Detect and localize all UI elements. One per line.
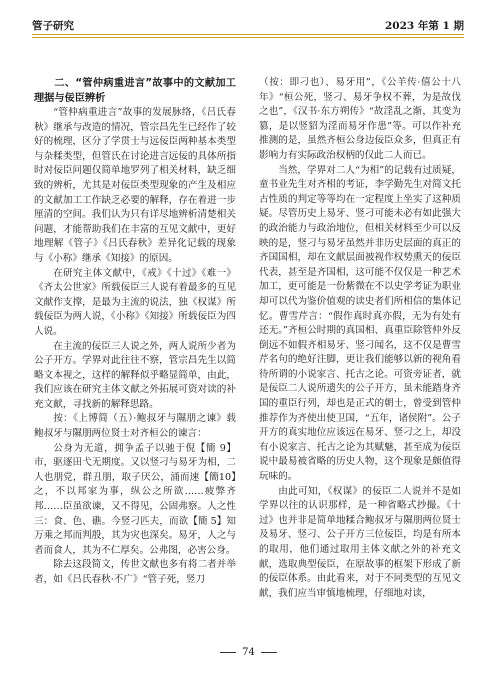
paragraph: （按：即刁也）、易牙用”，《公羊传·僖公十八年》“桓公死，竖刁、易牙争权不葬，为是故伐之也”，《汉书·东方朔传》“故淫乱之渐，其变为篡，是以竖貂为淫而易牙作患”等。可以作补充推测的是，虽然齐桓公身边佞臣众多，但真正有影响力有实际政治权柄的仅此二人而已。	[259, 77, 461, 161]
paragraph: 在主流的佞臣三人说之外，两人说所少者为公子开方。学界对此往往不察，管宗昌先生以简略文本视之，这样的解释似乎略显简单，由此，我们应该在研究主体文献之外拓展可资对读的补充文献，寻找新的解释思路。	[34, 340, 236, 410]
running-header	[32, 16, 464, 36]
issue-label: 2023 年第 1 期	[385, 20, 464, 32]
left-column	[34, 76, 236, 588]
footer-dash-left	[220, 652, 236, 653]
header-rule	[32, 34, 464, 35]
note-paragraph: 按：《上博简（五）·鲍叔牙与隰朋之谏》载鲍叔牙与隰朋两位贤士对齐桓公的谏言：	[34, 413, 236, 440]
quote-paragraph: 公身为无道，拥争孟子以驰于倪【簡 9】市，驱逐田弋无期度。又以竖刁与易牙为相，二人也朋党，群丑朋，取子厌公，涌而速【簡10】之，不以邦家为事，纵公之所欲……疲弊齐邦……臣虽欲谏，又不得见，公固弗察。人之性三：食、色、礁。今竖刁匹夫，而欲【簡 5】知万乘之邦而判殷，其为灾也深矣。易牙，人之与者而食人，其为不仁厚矣。公弗图，必害公身。	[34, 442, 236, 556]
page-number: 74	[242, 647, 255, 658]
footer-dash-right	[261, 652, 277, 653]
page-footer	[0, 647, 497, 658]
paragraph: 当然，学界对二人“为相”的记载有过质疑，童书业先生对齐相的考证，李学勤先生对简文托古性质的判定等等均在一定程度上坐实了这种质疑。尽管历史上易牙、竖刁可能未必有如此强大的政治能力与政治地位，但相关材料至少可以反映的是，竖刁与易牙虽然并非历史层面的真正的齐国国相，却在文献层面被视作权势熏天的佞臣代表，甚至是齐国相，这可能不仅仅是一种艺术加工，更可能是一份紫微在不以史学考证为职业却可以代为鉴价值观的读史者们所相信的集体记忆。曹雪芹言：“假作真时真亦假，无为有处有还无。”齐桓公时期的真国相、真重臣除管仲外反倒远不如假齐相易牙、竖刁闻名，这不仅是曹雪芹名句的绝好注脚，更让我们能够以新的视角看待所谓的小说家言、托古之论。可资旁证者，就是佞臣二人说所遗失的公子开方，虽未能踏身齐国的重臣行列，却也是正式的朝士，曾受到管仲推荐作为齐使出使卫国，“五年，诸侯附”。公子开方的真实地位应该远在易牙、竖刁之上，却没有小说家言、托古之论为其赋魅，甚至成为佞臣说中最易被省略的历史人物，这个现象是颇值得玩味的。	[259, 164, 461, 483]
paragraph: 在研究主体文献中，《戒》《十过》《难一》《齐太公世家》所载佞臣三人说有着最多的互见文献作支撑，是最为主流的说法，独《权谋》所载佞臣为两人说，《小称》《知接》所载佞臣为四人说。	[34, 267, 236, 337]
paragraph: 由此可知，《权谋》的佞臣二人说并不是如学界以往的认识那样，是一种省略式抄撮。《十过》也并非是简单地糅合鲍叔牙与隰朋两位贤士及易牙、竖刁、公子开方三位佞臣，均是有所本的取用，他们通过取用主体文献之外的补充文献，选取典型佞臣，在原故事的框架下形成了新的佞臣体系。由此看来，对于不同类型的互见文献，我们应当审慎地梳理，仔细地对读，	[259, 485, 461, 599]
right-column	[259, 76, 461, 601]
journal-name: 管子研究	[32, 20, 74, 32]
header-rule-thin	[32, 37, 464, 38]
section-title: 二、“管仲病重进言”故事中的文献加工理据与佞臣辨析	[34, 78, 236, 104]
paragraph: “管仲病重进言”故事的发展脉络，《吕氏春秋》继承与改造的情况，管宗昌先生已经作了较好的梳理，区分了学贯士与远佞臣两种基本类型与杂糅类型，但管氏在讨论进言远佞的具体所指时对佞臣问题仅简单地罗列了相关材料，缺乏细致的辨析，尤其是对佞臣类型现象的产生及相应的文献加工工作缺乏必要的解释，存在着进一步厘清的空间。我们认为只有详尽地辨析清楚相关问题，才能帮助我们在丰富的互见文献中，更好地理解《管子》《吕氏春秋》差异化记载的现象与《小称》继承《知接》的原因。	[34, 107, 236, 264]
paragraph: 除去这段简文，传世文献也多有将二者并举者，如《吕氏春秋·不广》“管子死，竖刀	[34, 559, 236, 585]
